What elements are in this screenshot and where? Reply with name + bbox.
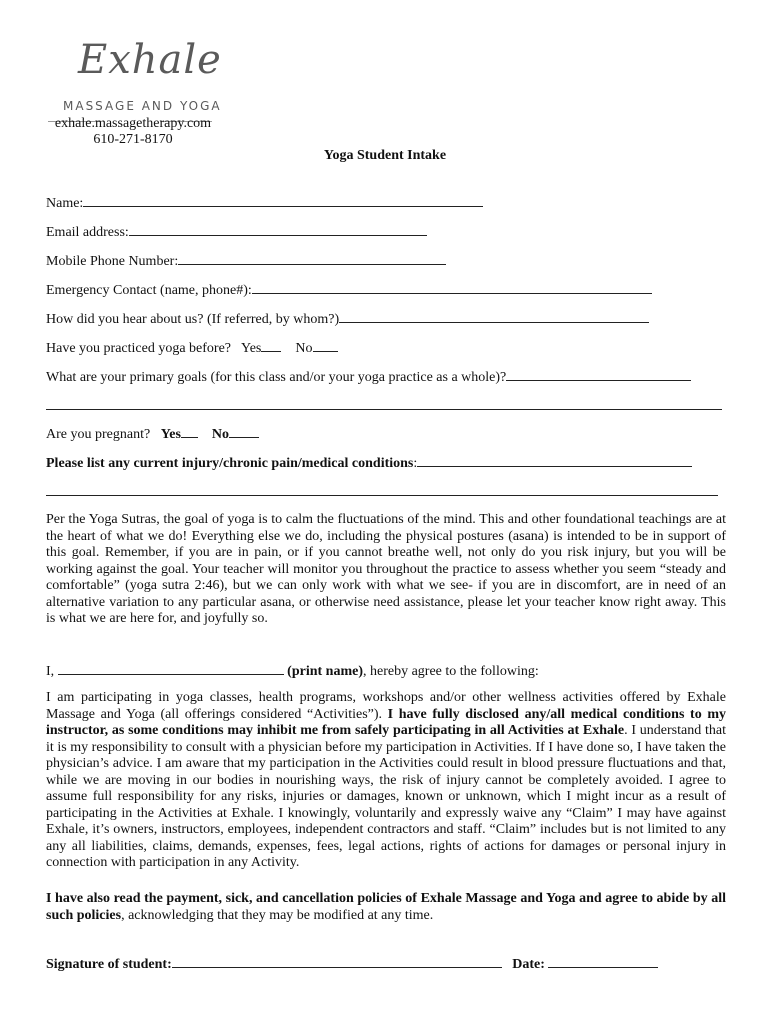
injury-colon: : <box>413 456 418 471</box>
goals-label: What are your primary goals (for this class and/or your yoga practice as a whole)? <box>46 370 507 385</box>
logo-script-text: Exhale <box>78 37 222 83</box>
signature-input-line[interactable] <box>172 954 502 968</box>
injury-field[interactable] <box>46 453 692 472</box>
policies-rest-text: , acknowledging that they may be modified at any time. <box>121 907 434 923</box>
name-field[interactable] <box>46 193 483 212</box>
email-input-line[interactable] <box>129 222 427 236</box>
waiver-disclosure-text: I have fully disclosed any/all medical conditions to my instructor, as some conditions may inhibit me from safely participating in all Activities at Exhale <box>46 706 727 738</box>
practiced-no-line[interactable] <box>313 338 338 352</box>
injury-extra-field[interactable] <box>46 482 718 501</box>
agreement-prefix: I, <box>46 664 55 679</box>
yoga-sutra-paragraph: Per the Yoga Sutras, the goal of yoga is to calm the fluctuations of the mind. This and other foundational teachings are at the heart of what we do! Everything else we do, including the physical postures (asana) is intended to be in support of this goal. Remember, if you are in pain, or if you cannot breathe well, not only do you risk injury, but you will be working against the goal. Your teacher will monitor you throughout the practice to assess whether you seem “steady and comfortable” (yoga sutra 2:46), but we can only work with what we see- if you are in discomfort, are in need of an alternative variation to any particular asana, or otherwise need assistance, please let your teacher know right away. This is what we are here for, and joyfully so. <box>46 512 726 626</box>
practiced-yes-label: Yes <box>241 341 262 356</box>
date-input-line[interactable] <box>548 954 658 968</box>
mobile-field[interactable] <box>46 251 446 270</box>
pregnant-field[interactable] <box>46 424 259 443</box>
referral-input-line[interactable] <box>339 309 649 323</box>
emergency-label: Emergency Contact (name, phone#): <box>46 283 252 298</box>
pregnant-no-line[interactable] <box>229 424 259 438</box>
waiver-text-2: . I understand that it is my responsibility to consult with a physician before my participation in Activities. If I have done so, I have taken the physician’s advice. I am aware that my participation in the Activities could result in blood pressure fluctuations and that, while we are moving in our bodies in nourishing ways, the risk of injury cannot be completely avoided. I agree to assume full responsibility for any risks, injuries or damages, known or unknown, which I might incur as a result of participating in the Activities at Exhale. I knowingly, voluntarily and expressly waive any “Claim” I may have against Exhale, it’s owners, instructors, employees, independent contractors and staff. “Claim” includes but is not limited to any any all liabilities, claims, demands, expenses, fees, legal actions, rights of actions for damages or personal injury in connection with participation in any Activity. <box>46 723 726 870</box>
agreement-suffix: , hereby agree to the following: <box>363 664 539 679</box>
page-title: Yoga Student Intake <box>323 148 447 163</box>
injury-input-line[interactable] <box>417 453 692 467</box>
contact-phone: 610-271-8170 <box>93 132 173 147</box>
referral-label: How did you hear about us? (If referred, by whom?) <box>46 312 340 327</box>
practiced-field[interactable] <box>46 338 338 357</box>
policies-paragraph <box>46 891 726 924</box>
goals-input-line[interactable] <box>506 367 691 381</box>
goals-extra-field[interactable] <box>46 396 722 415</box>
print-name-label: (print name) <box>287 664 363 679</box>
email-label: Email address: <box>46 225 129 240</box>
policies-bold-text: I have also read the payment, sick, and cancellation policies of Exhale Massage and Yoga and agree to abide by all such policies <box>46 891 726 923</box>
goals-field[interactable] <box>46 367 691 386</box>
name-label: Name: <box>46 196 84 211</box>
referral-field[interactable] <box>46 309 649 328</box>
pregnant-label: Are you pregnant? <box>46 427 151 442</box>
pregnant-yes-line[interactable] <box>181 424 198 438</box>
emergency-field[interactable] <box>46 280 652 299</box>
mobile-label: Mobile Phone Number: <box>46 254 179 269</box>
print-name-line[interactable] <box>58 661 284 675</box>
date-label: Date: <box>512 957 545 972</box>
goals-input-line-2[interactable] <box>46 396 722 410</box>
waiver-text-1: I am participating in yoga classes, health programs, workshops and/or other wellness activities offered by Exhale Massage and Yoga (all offerings considered “Activities”). <box>46 690 726 722</box>
logo-subtitle: MASSAGE AND YOGA <box>63 99 222 113</box>
email-field[interactable] <box>46 222 427 241</box>
pregnant-yes-label: Yes <box>160 427 181 442</box>
emergency-input-line[interactable] <box>252 280 652 294</box>
practiced-no-label: No <box>295 341 313 356</box>
signature-label: Signature of student: <box>46 957 172 972</box>
pregnant-no-label: No <box>211 427 230 442</box>
practiced-yes-line[interactable] <box>261 338 281 352</box>
injury-input-line-2[interactable] <box>46 482 718 496</box>
name-input-line[interactable] <box>83 193 483 207</box>
injury-label: Please list any current injury/chronic pain/medical conditions <box>46 456 414 471</box>
agreement-line[interactable] <box>46 661 539 680</box>
signature-line[interactable] <box>46 954 658 973</box>
mobile-input-line[interactable] <box>178 251 446 265</box>
waiver-paragraph <box>46 690 726 872</box>
practiced-label: Have you practiced yoga before? <box>46 341 232 356</box>
contact-website: exhale.massagetherapy.com <box>54 116 212 131</box>
